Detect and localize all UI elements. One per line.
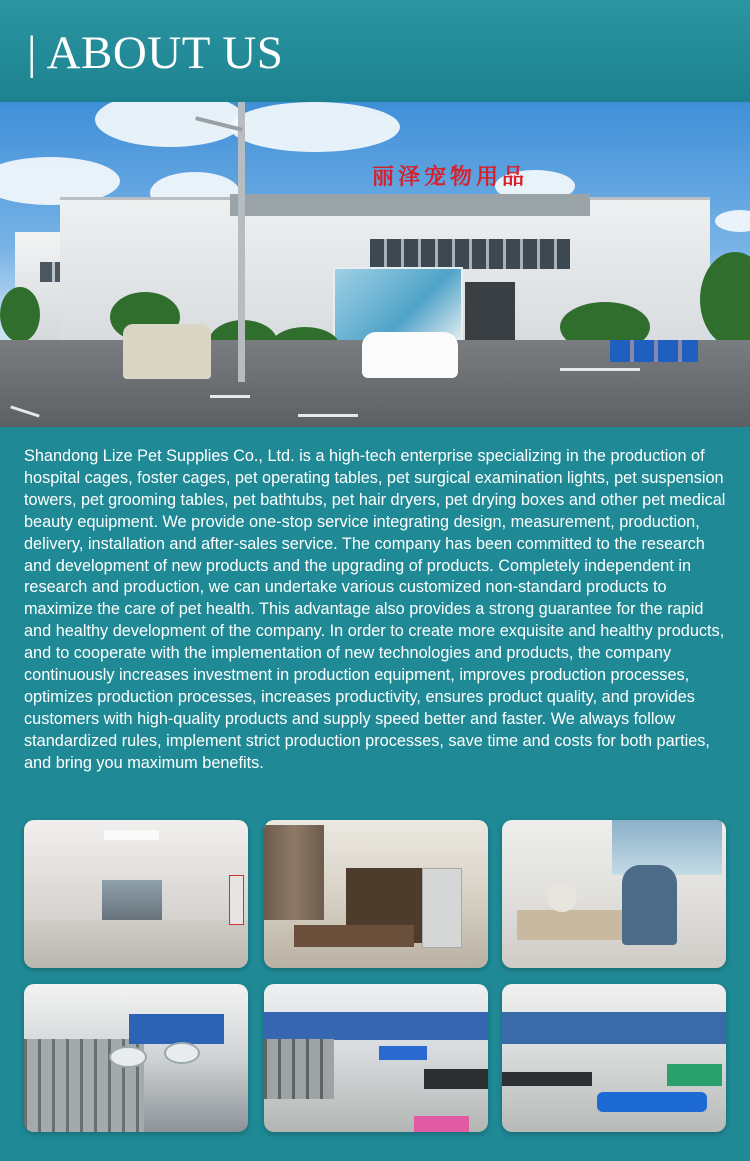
wall-billboard xyxy=(333,267,463,342)
gallery-photo-grooming-tables xyxy=(502,984,726,1132)
page-title: | ABOUT US xyxy=(27,27,284,79)
gallery-photo-office xyxy=(264,820,488,968)
factory-photo xyxy=(0,102,750,427)
gallery-photo-equipment-hall xyxy=(264,984,488,1132)
gallery-photo-staff-desk xyxy=(502,820,726,968)
gallery-photo-lobby xyxy=(24,820,248,968)
about-paragraph: Shandong Lize Pet Supplies Co., Ltd. is a high-tech enterprise specializing in the production of hospital cages, foster cages, pet operating tables, pet surgical examination lights, pet suspension towers, pet grooming tables, pet bathtubs, pet hair dryers, pet drying boxes and other pet medical beauty equipment. We provide one-stop service integrating design, measurement, production, delivery, installation and after-sales service. The company has been committed to the research and development of new products and the upgrading of products. Completely independent in research and production, we can undertake various customized non-standard products to maximize the care of pet health. This advantage also provides a strong guarantee for the rapid and healthy development of the company. In order to create more exquisite and healthy products, and to cooperate with the implementation of new technologies and products, the company continuously increases investment in production equipment, improves production processes, optimizes production processes, increases productivity, ensures product quality, and provides customers with high-quality products and supply speed better and faster. We always follow standardized rules, implement strict production processes, save time and costs for both parties, and bring you maximum benefits. xyxy=(24,447,726,772)
gallery-photo-surgery-room xyxy=(24,984,248,1132)
page-header xyxy=(0,0,750,102)
rooftop-sign: 丽泽宠物用品 xyxy=(372,165,529,190)
van xyxy=(123,324,211,379)
car xyxy=(362,332,458,378)
